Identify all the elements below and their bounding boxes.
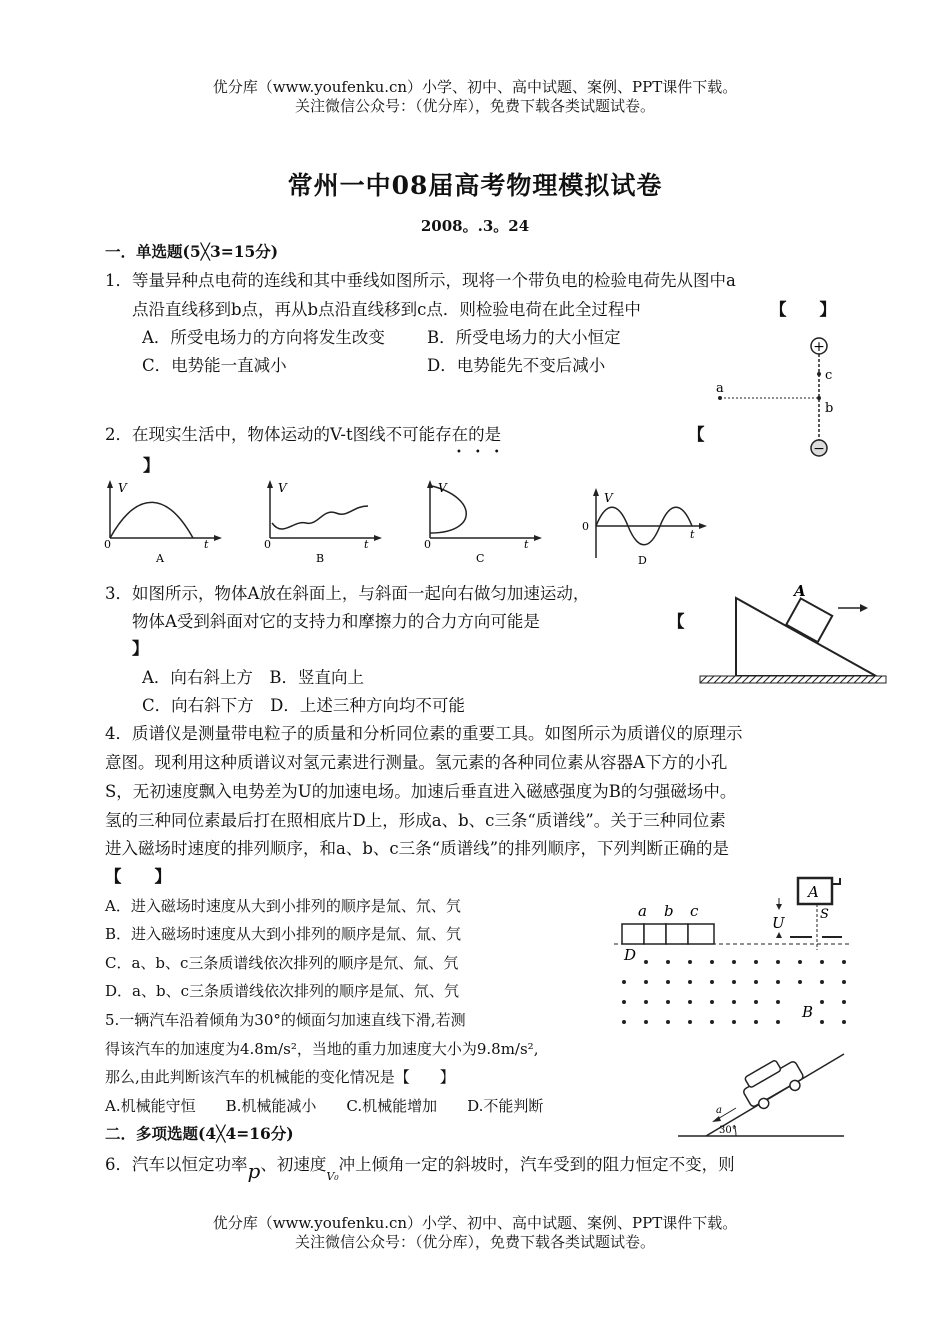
q2-emphasis-dots: ••• xyxy=(456,447,513,458)
q1-option-b: B．所受电场力的大小恒定 xyxy=(427,328,621,347)
q4-option-a: A．进入磁场时速度从大到小排列的顺序是氚、氘、氕 xyxy=(105,897,461,915)
y-arrow-icon xyxy=(593,488,599,496)
origin-label: 0 xyxy=(104,538,111,551)
q3-bracket-close: 】 xyxy=(132,639,149,658)
label-U: U xyxy=(772,914,785,932)
q1-charge-figure xyxy=(700,332,840,462)
q5-line-3: 那么,由此判断该汽车的机械能的变化情况是【 】 xyxy=(105,1068,455,1086)
q4-mass-spectrometer-figure xyxy=(612,870,852,1030)
footer-line-2: 关注微信公众号：（优分库），免费下载各类试题试卷。 xyxy=(294,1233,655,1251)
x-arrow-icon xyxy=(699,523,707,529)
label-a: a xyxy=(716,381,724,396)
q1-line-1: 1．等量异种点电荷的连线和其中垂线如图所示，现将一个带负电的检验电荷先从图中a xyxy=(105,271,736,290)
q3-options-cd: C．向右斜下方 D．上述三种方向均不可能 xyxy=(142,696,465,715)
arrow-down-icon xyxy=(776,904,782,910)
q3-options-ab: A．向右斜上方 B．竖直向上 xyxy=(142,668,365,687)
vt-graph-a xyxy=(98,478,228,568)
label-c: c xyxy=(690,902,699,920)
plus-sign: + xyxy=(813,339,825,355)
x-arrow-icon xyxy=(214,535,222,541)
q1-answer-bracket: 【 】 xyxy=(770,300,836,319)
q3-incline-figure xyxy=(698,578,890,690)
q4-option-d: D．a、b、c三条质谱线依次排列的顺序是氚、氘、氕 xyxy=(105,982,459,1000)
plate-cell xyxy=(644,924,666,944)
origin-label: 0 xyxy=(582,520,589,533)
arrow-up-icon xyxy=(776,932,782,938)
q3-line-1: 3．如图所示，物体A放在斜面上，与斜面一起向右做匀加速运动， xyxy=(105,584,590,603)
curve xyxy=(272,506,368,529)
y-arrow-icon xyxy=(107,480,113,488)
q6-text-1: 6．汽车以恒定功率 xyxy=(105,1155,248,1174)
label-c: c xyxy=(825,368,833,383)
graph-label: B xyxy=(316,552,325,565)
q1-option-a: A．所受电场力的方向将发生改变 xyxy=(142,328,385,347)
q4-line-3: S，无初速度飘入电势差为U的加速电场。加速后垂直进入磁感强度为B的匀强磁场中。 xyxy=(105,782,737,801)
vt-graph-b xyxy=(258,478,388,568)
graph-label: C xyxy=(476,552,485,565)
q6-text-3: 冲上倾角一定的斜坡时，汽车受到的阻力恒定不变，则 xyxy=(338,1155,735,1174)
label-S: S xyxy=(820,907,829,922)
q5-car-incline-figure xyxy=(676,1040,846,1140)
angle-label: 30° xyxy=(719,1125,737,1136)
graph-label: D xyxy=(638,554,647,567)
q4-line-4: 氢的三种同位素最后打在照相底片D上，形成a、b、c三条“质谱线”。关于三种同位素 xyxy=(105,811,726,830)
plate-cell xyxy=(622,924,644,944)
minus-sign: − xyxy=(813,441,825,457)
arrow-right-icon xyxy=(860,604,868,612)
footer-line-1: 优分库（www.youfenku.cn）小学、初中、高中试题、案例、PPT课件下载。 xyxy=(212,1214,738,1232)
plate-cell xyxy=(666,924,688,944)
origin-label: 0 xyxy=(264,538,271,551)
graph-label: A xyxy=(156,552,164,565)
q4-line-5: 进入磁场时速度的排列顺序，和a、b、c三条“质谱线”的排列顺序，下列判断正确的是 xyxy=(105,839,730,858)
x-label: t xyxy=(690,528,695,541)
q1-option-d: D．电势能先不变后减小 xyxy=(427,356,606,375)
label-b: b xyxy=(825,401,834,416)
q2-bracket-close: 】 xyxy=(143,456,160,475)
x-label: t xyxy=(364,538,369,551)
header-line-2: 关注微信公众号：（优分库），免费下载各类试题试卷。 xyxy=(294,97,655,115)
label-a: a xyxy=(638,902,647,920)
q3-bracket-open: 【 xyxy=(668,612,685,631)
y-arrow-icon xyxy=(267,480,273,488)
label-A: A xyxy=(808,883,819,901)
x-arrow-icon xyxy=(374,535,382,541)
q5-options: A.机械能守恒 B.机械能减小 C.机械能增加 D.不能判断 xyxy=(105,1097,544,1115)
block-label: A xyxy=(794,582,806,600)
section-single-choice: 一．单选题(5╳3=15分) xyxy=(105,242,279,261)
q1-option-c: C．电势能一直减小 xyxy=(142,356,287,375)
q2-line xyxy=(105,424,501,446)
q6-text-2: 、初速度 xyxy=(260,1155,327,1174)
label-B: B xyxy=(802,1003,814,1021)
q4-option-b: B．进入磁场时速度从大到小排列的顺序是氚、氚、氕 xyxy=(105,925,462,943)
vt-graph-d xyxy=(578,486,713,568)
q2-text: 2．在现实生活中，物体运动的V-t图线不可能存在的是 xyxy=(105,425,502,444)
q5-line-2: 得该汽车的加速度为4.8m/s²，当地的重力加速度大小为9.8m/s², xyxy=(105,1040,539,1058)
q1-line-2: 点沿直线移到b点，再从b点沿直线移到c点．则检验电荷在此全过程中 xyxy=(132,300,641,319)
y-label: V xyxy=(278,481,287,495)
q2-bracket-open: 【 xyxy=(688,425,705,444)
curve xyxy=(430,486,466,533)
block-a xyxy=(786,598,832,642)
header-line-1: 优分库（www.youfenku.cn）小学、初中、高中试题、案例、PPT课件下载。 xyxy=(212,78,738,96)
label-D: D xyxy=(624,946,637,964)
exam-date: 2008。.3。24 xyxy=(420,217,530,235)
curve xyxy=(110,502,193,538)
point-b xyxy=(817,396,821,400)
q4-answer-bracket: 【 】 xyxy=(105,867,171,886)
x-label: t xyxy=(524,538,529,551)
q4-option-c: C．a、b、c三条质谱线依次排列的顺序是氘、氚、氕 xyxy=(105,954,459,972)
power-symbol: p xyxy=(247,1159,261,1183)
point-c xyxy=(817,372,821,376)
y-label: V xyxy=(438,481,447,495)
y-label: V xyxy=(604,491,613,505)
y-label: V xyxy=(118,481,127,495)
arrow-down-left-icon xyxy=(712,1116,721,1122)
page-title: 常州一中08届高考物理模拟试卷 xyxy=(287,171,663,200)
section-multiple-choice: 二．多项选题(4╳4=16分) xyxy=(105,1124,294,1143)
vt-graph-c xyxy=(418,478,548,568)
point-a xyxy=(718,396,722,400)
q5-line-1: 5.一辆汽车沿着倾角为30°的倾面匀加速直线下滑,若测 xyxy=(105,1011,466,1029)
q3-line-2: 物体A受到斜面对它的支持力和摩擦力的合力方向可能是 xyxy=(132,612,540,631)
velocity-symbol: V₀ xyxy=(326,1170,339,1183)
q4-line-2: 意图。现利用这种质谱议对氢元素进行测量。氢元素的各种同位素从容器A下方的小孔 xyxy=(105,753,728,772)
label-b: b xyxy=(664,902,674,920)
plate-cell xyxy=(688,924,714,944)
accel-label: a xyxy=(716,1105,722,1116)
x-label: t xyxy=(204,538,209,551)
origin-label: 0 xyxy=(424,538,431,551)
x-arrow-icon xyxy=(534,535,542,541)
q6-line xyxy=(105,1152,735,1183)
q4-line-1: 4．质谱仪是测量带电粒子的质量和分析同位素的重要工具。如图所示为质谱仪的原理示 xyxy=(105,724,743,743)
